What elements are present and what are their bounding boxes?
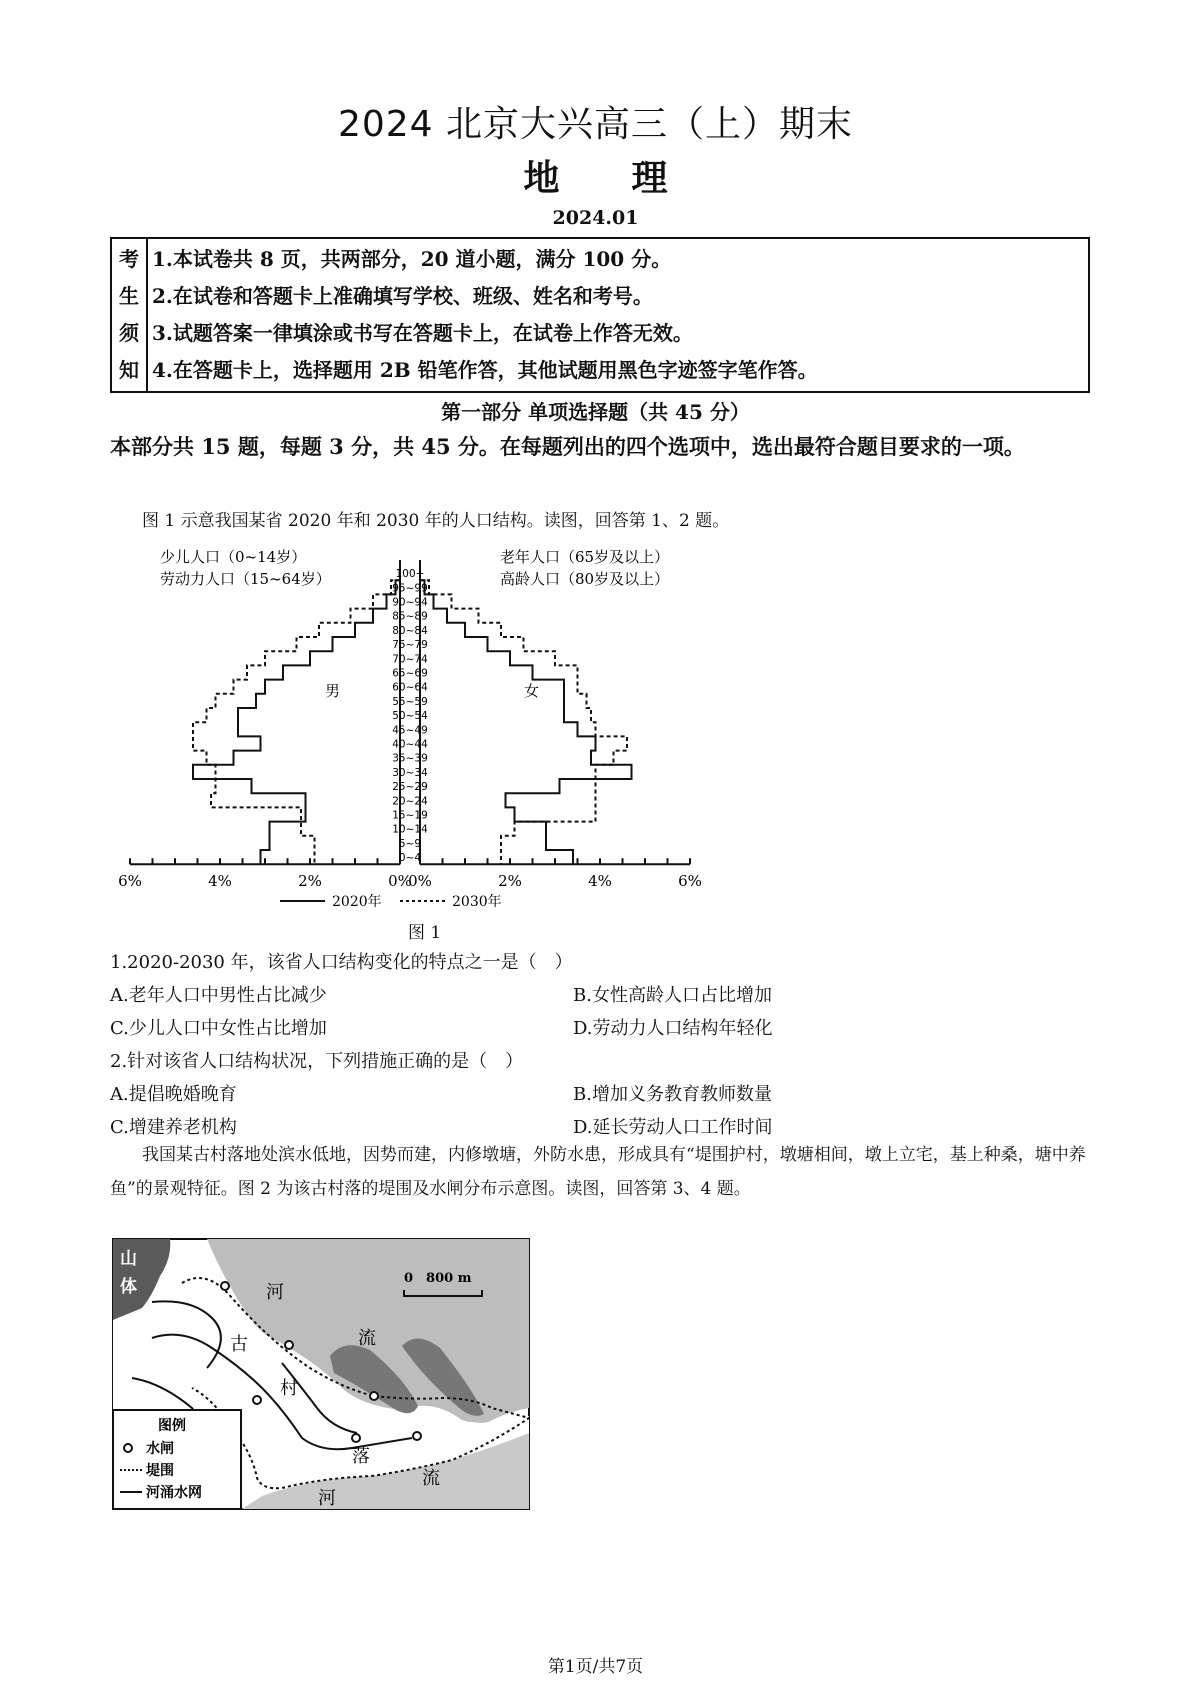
part1-heading: 第一部分 单项选择题（共 45 分） [441,400,750,424]
exam-date: 2024.01 [552,207,639,229]
label-village-1: 古 [230,1334,248,1355]
age-group-label: 15~19 [392,809,428,822]
male-2020-outline [193,566,400,864]
female-2030-outline [420,566,627,864]
q2-option-d[interactable]: D.延长劳动人口工作时间 [573,1117,773,1138]
sluice-gate [221,1282,229,1290]
notice-side-char: 须 [119,321,139,345]
notice-items [147,238,1089,392]
age-group-label: 70~74 [392,653,428,666]
passage2: 我国某古村落地处滨水低地，因势而建，内修墩塘，外防水患，形成具有“堤围护村，墩塘相间，墩上立宅，基上种桑，塘中养鱼”的景观特征。图 2 为该古村落的堤围及水闸分布示意图。读图，回答第 3、4 题。 [110,1145,1086,1199]
male-label: 男 [325,682,341,700]
q1-option-c[interactable]: C.少儿人口中女性占比增加 [110,1018,327,1039]
q1-option-d[interactable]: D.劳动力人口结构年轻化 [573,1018,773,1039]
notice-side-char: 生 [119,284,139,308]
legend-2030-label: 2030年 [452,894,502,908]
age-group-label: 10~14 [392,823,428,836]
sluice-gate [370,1392,378,1400]
sluice-gate [285,1341,293,1349]
age-group-label: 45~49 [392,724,428,737]
label-river-top-2: 流 [358,1328,376,1349]
age-group-label: 55~59 [392,695,428,708]
label-village-2: 村 [280,1378,298,1399]
axis-tick-label: 0% [388,872,412,891]
male-2030-outline [193,566,400,864]
village-map [112,1238,530,1510]
page-footer: 第1页/共7页 [547,1657,644,1677]
figure1-caption: 图 1 [408,923,442,943]
q1-option-b[interactable]: B.女性高龄人口占比增加 [573,985,772,1006]
q1-stem: 1.2020-2030 年，该省人口结构变化的特点之一是（ ） [110,952,573,973]
axis-tick-label: 4% [588,872,612,891]
legend-child: 少儿人口（0~14岁） [160,548,307,566]
legend-labor: 劳动力人口（15~64岁） [160,570,331,588]
notice-table [110,237,1090,393]
age-group-label: 80~84 [392,624,428,637]
legend-sluice-label: 水闸 [146,1441,174,1457]
age-group-label: 65~69 [392,667,428,680]
notice-side-char: 知 [119,358,139,382]
exam-title: 2024 北京大兴高三（上）期末 [337,104,854,145]
female-label: 女 [524,682,540,700]
notice-item: 2.在试卷和答题卡上准确填写学校、班级、姓名和考号。 [152,284,653,308]
q2-option-a[interactable]: A.提倡晚婚晚育 [110,1084,237,1105]
legend-elderly: 老年人口（65岁及以上） [500,548,670,566]
axis-tick-label: 6% [118,872,142,891]
age-group-label: 0~4 [398,852,422,865]
age-group-label: 25~29 [392,781,428,794]
q1-option-a[interactable]: A.老年人口中男性占比减少 [110,985,327,1006]
female-2020-outline [420,566,632,864]
figure1-lead: 图 1 示意我国某省 2020 年和 2030 年的人口结构。读图，回答第 1、2 题。 [142,511,730,531]
part1-intro: 本部分共 15 题，每题 3 分，共 45 分。在每题列出的四个选项中，选出最符合题目要求的一项。 [110,434,1025,459]
q2-option-b[interactable]: B.增加义务教育教师数量 [573,1084,772,1105]
q2-option-c[interactable]: C.增建养老机构 [110,1117,237,1138]
age-group-label: 35~39 [392,752,428,765]
age-group-label: 85~89 [392,610,428,623]
sluice-gate [352,1434,360,1442]
age-group-label: 40~44 [392,738,428,751]
mountain-label-2: 体 [120,1277,137,1297]
notice-side-char: 考 [119,247,139,271]
legend-aged: 高龄人口（80岁及以上） [500,570,670,588]
age-group-label: 60~64 [392,681,428,694]
legend-dyke-label: 堤围 [146,1463,174,1479]
legend-title: 图例 [158,1418,186,1434]
sluice-gate [413,1432,421,1440]
age-group-label: 100+ [395,568,425,581]
age-group-label: 50~54 [392,710,428,723]
subject-title: 地 理 [523,158,668,199]
age-group-label: 90~94 [392,596,428,609]
q2-stem: 2.针对该省人口结构状况，下列措施正确的是（ ） [110,1051,524,1072]
legend-sluice-symbol [124,1444,132,1452]
mountain-label-1: 山 [120,1249,137,1269]
label-river-top-1: 河 [266,1282,284,1303]
legend-2020-label: 2020年 [332,894,382,908]
notice-item: 4.在答题卡上，选择题用 2B 铅笔作答，其他试题用黑色字迹签字笔作答。 [152,358,818,382]
axis-tick-label: 4% [208,872,232,891]
age-group-label: 5~9 [398,837,422,850]
legend-canal-label: 河涌水网 [146,1485,202,1501]
label-river-bottom-1: 河 [318,1488,336,1509]
age-group-label: 20~24 [392,795,428,808]
axis-tick-label: 6% [678,872,702,891]
notice-side-label [111,238,147,392]
scale-label: 0 800 m [404,1271,472,1286]
notice-item: 3.试题答案一律填涂或书写在答题卡上，在试卷上作答无效。 [152,321,693,345]
age-group-label: 75~79 [392,639,428,652]
notice-item: 1.本试卷共 8 页，共两部分，20 道小题，满分 100 分。 [152,247,672,271]
sluice-gate [253,1396,261,1404]
age-group-label: 30~34 [392,766,428,779]
axis-tick-label: 2% [298,872,322,891]
label-village-3: 落 [352,1446,370,1467]
label-river-bottom-2: 流 [422,1468,440,1489]
axis-tick-label: 0% [408,872,432,891]
population-pyramid [110,538,760,908]
age-group-label: 95~99 [392,582,428,595]
axis-tick-label: 2% [498,872,522,891]
